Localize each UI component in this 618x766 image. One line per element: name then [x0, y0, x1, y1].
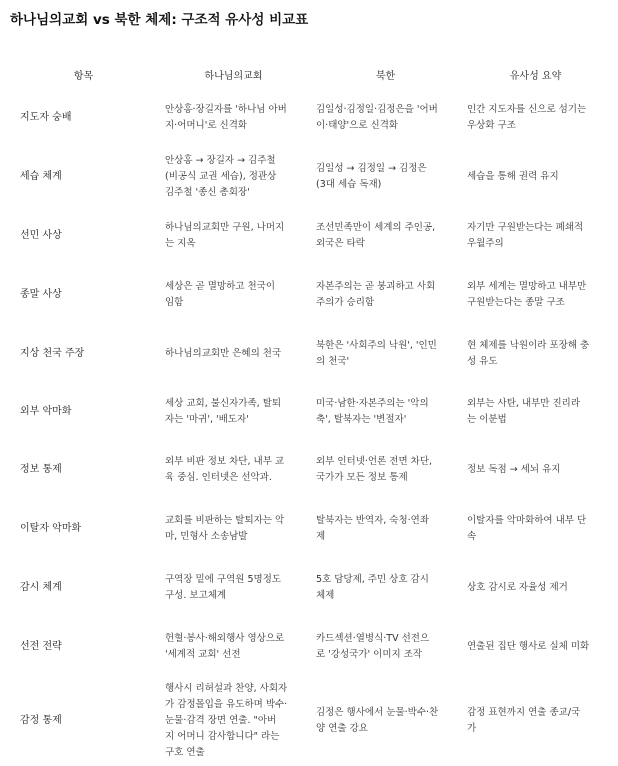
row-item: 지도자 숭배 [20, 111, 72, 123]
row-summary: 연출된 집단 행사로 실체 미화 [467, 640, 590, 652]
row-church: 안상홍·장길자를 '하나님 아버 지·어머니'로 신격화 [165, 103, 287, 131]
row-summary: 상호 감시로 자율성 제거 [467, 581, 568, 593]
row-church: 하나님의교회만 구원, 나머지 는 지옥 [165, 221, 285, 249]
row-summary: 감정 표현까지 연출 종교/국 가 [467, 707, 581, 734]
row-summary: 외부 세계는 멸망하고 내부만 구원받는다는 종말 구조 [467, 280, 587, 308]
row-item: 지상 천국 주장 [20, 347, 85, 359]
row-church: 구역장 밑에 구역원 5명정도 구성. 보고체계 [165, 573, 282, 601]
row-church: 교회를 비판하는 탈퇴자는 악 마, 민형사 소송남발 [165, 514, 285, 542]
row-north-korea: 김일성·김정일·김정은을 '어버 이·태양'으로 신격화 [316, 103, 438, 131]
row-summary: 자기만 구원받는다는 폐쇄적 우월주의 [467, 221, 584, 249]
row-north-korea: 5호 담당제, 주민 상호 감시 체제 [316, 573, 429, 601]
table-row [10, 206, 610, 265]
row-north-korea: 카드섹션·열병식·TV 선전으 로 '강성국가' 이미지 조작 [316, 632, 430, 660]
row-item: 감시 체계 [20, 581, 62, 593]
row-item: 선민 사상 [20, 229, 62, 241]
row-north-korea: 김정은 행사에서 눈물·박수·찬 양 연출 강요 [316, 707, 439, 734]
row-north-korea: 탈북자는 반역자, 숙청·연좌 제 [316, 514, 430, 542]
row-church: 헌혈·봉사·해외행사 영상으로 '세계적 교회' 선전 [165, 632, 285, 660]
row-item: 이탈자 악마화 [20, 522, 82, 534]
table-row [10, 499, 610, 558]
row-summary: 현 체제를 낙원이라 포장해 충 성 유도 [467, 339, 590, 367]
row-north-korea: 외부 인터넷·언론 전면 차단, 국가가 모든 정보 통제 [316, 456, 433, 483]
table-row [10, 617, 610, 676]
row-summary: 외부는 사탄, 내부만 진리라 는 이분법 [467, 398, 581, 425]
row-item: 선전 전략 [20, 640, 62, 652]
header-church: 하나님의교회 [204, 70, 263, 82]
row-item: 외부 악마화 [20, 406, 72, 417]
row-north-korea: 조선민족만이 세계의 주인공, 외국은 타락 [316, 221, 436, 249]
row-north-korea: 김일성 → 김정일 → 김정은 (3대 세습 독재) [316, 162, 427, 190]
row-north-korea: 미국·남한·자본주의는 '악의 축', 탈북자는 '변절자' [316, 398, 429, 425]
row-church: 세상 교회, 불신자가족, 탈퇴 자는 '마귀', '배도자' [165, 398, 282, 425]
row-church: 안상홍 → 장길자 → 김주철 (비공식 교권 세습), 정관상 김주철 '종신 총회장' [165, 154, 277, 198]
table-header-row [10, 60, 610, 88]
table-row [10, 147, 610, 206]
row-church: 하나님의교회만 은혜의 천국 [165, 347, 282, 359]
table-row [10, 88, 610, 147]
table-row [10, 265, 610, 324]
row-item: 감정 통제 [20, 715, 62, 726]
table-row [10, 324, 610, 383]
table-row [10, 441, 610, 499]
row-item: 정보 통제 [20, 464, 62, 475]
row-summary: 정보 독점 → 세뇌 유지 [467, 464, 561, 475]
table-row [10, 676, 610, 766]
header-item: 항목 [73, 70, 94, 82]
row-summary: 세습을 통해 권력 유지 [467, 170, 559, 182]
comparison-table [10, 60, 610, 766]
table-row [10, 383, 610, 441]
row-church: 세상은 곧 멸망하고 천국이 임함 [165, 280, 276, 308]
row-church: 행사시 리허설과 찬양, 사회자 가 감정몰입을 유도하며 박수· 눈물·감격 장면 연출. "아버 지 어머니 감사합니다" 라는 구호 연출 [165, 683, 288, 758]
header-similarity-summary: 유사성 요약 [509, 70, 562, 82]
row-north-korea: 북한은 '사회주의 낙원', '인민 의 천국' [316, 339, 437, 367]
page-title: 하나님의교회 vs 북한 체제: 구조적 유사성 비교표 [10, 12, 309, 28]
header-north-korea: 북한 [375, 70, 396, 82]
table-row [10, 558, 610, 617]
row-summary: 인간 지도자를 신으로 섬기는 우상화 구조 [467, 103, 587, 131]
row-north-korea: 자본주의는 곧 붕괴하고 사회 주의가 승리함 [316, 280, 436, 308]
row-item: 세습 체계 [20, 170, 62, 182]
row-item: 종말 사상 [20, 288, 62, 300]
row-church: 외부 비판 정보 차단, 내부 교 육 중심. 인터넷은 선악과. [165, 456, 285, 483]
row-summary: 이탈자를 악마화하여 내부 단 속 [467, 514, 587, 542]
